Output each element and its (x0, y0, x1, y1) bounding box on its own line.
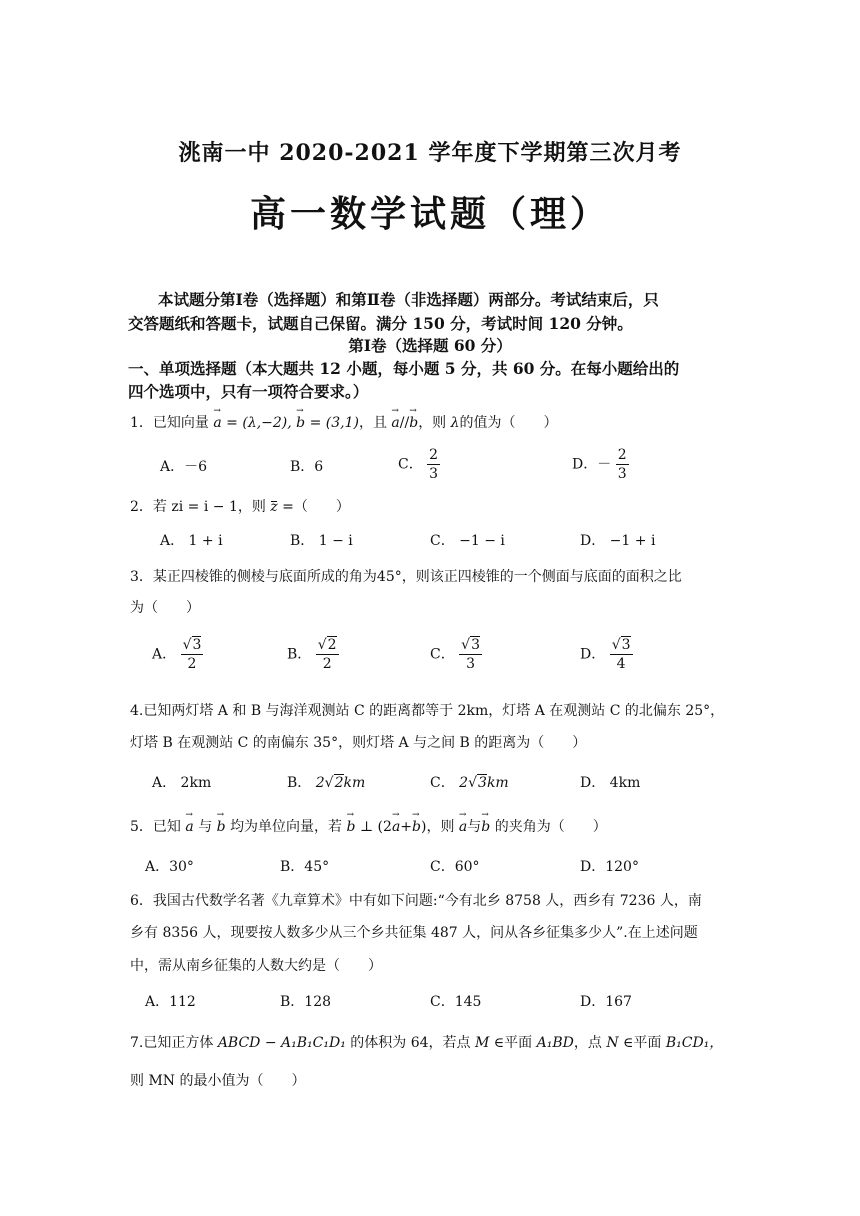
question-4-option-c[interactable]: C． 2√3km (430, 775, 509, 791)
question-3-option-c[interactable]: C． $\frac{√3}{3}$ (430, 637, 481, 672)
question-4-option-d[interactable]: D． 4km (580, 775, 641, 791)
exam-subject-title: 高一数学试题（理） (249, 193, 610, 235)
question-3-stem-line-1: 3．某正四棱锥的侧棱与底面所成的角为45°，则该正四棱锥的一个侧面与底面的面积之比 (130, 569, 682, 585)
conjugate-z: z (270, 499, 278, 515)
exam-header-title: 洮南一中 2020-2021 学年度下学期第三次月考 (178, 140, 682, 166)
question-4-stem-line-2: 灯塔 B 在观测站 C 的南偏东 35°，则灯塔 A 与之间 B 的距离为（ ） (130, 735, 587, 751)
question-4-option-a[interactable]: A． 2km (152, 775, 212, 791)
question-5-option-b[interactable]: B．45° (280, 859, 330, 875)
question-1-option-b[interactable]: B．6 (290, 459, 324, 475)
question-2-option-b[interactable]: B． 1 − i (290, 533, 353, 549)
part-one-heading: 第Ⅰ卷（选择题 60 分） (348, 336, 512, 355)
question-1-option-d[interactable]: D．－ $\frac{2}{3}$ (572, 447, 627, 482)
question-3-option-b[interactable]: B． $\frac{√2}{2}$ (287, 637, 337, 672)
question-2-option-c[interactable]: C． −1 − i (430, 533, 505, 549)
question-7-stem-line-2: 则 MN 的最小值为（ ） (130, 1073, 306, 1089)
vector-a: → a (213, 415, 221, 431)
question-6-option-b[interactable]: B．128 (280, 994, 332, 1010)
question-2-option-d[interactable]: D． −1 + i (580, 533, 656, 549)
intro-line-2: 交答题纸和答题卡，试题自己保留。满分 150 分，考试时间 120 分钟。 (128, 314, 633, 333)
vector-b: → b (296, 415, 305, 431)
question-1-stem: 1．已知向量 → a = (λ,−2), → b = (3,1)，且 → a//→ b，则 λ的值为（ ） (130, 412, 558, 432)
question-3-stem-line-2: 为（ ） (130, 600, 200, 616)
question-2-option-a[interactable]: A． 1 + i (160, 533, 223, 549)
question-5-option-c[interactable]: C．60° (430, 859, 480, 875)
question-6-stem-line-3: 中，需从南乡征集的人数大约是（ ） (130, 958, 382, 974)
question-5-option-a[interactable]: A．30° (145, 859, 194, 875)
question-2-stem: 2．若 zi = i − 1，则 z =（ ） (130, 499, 350, 515)
question-5-option-d[interactable]: D．120° (580, 859, 639, 875)
question-6-option-a[interactable]: A．112 (145, 994, 196, 1010)
section-one-line-1: 一、单项选择题（本大题共 12 小题，每小题 5 分，共 60 分。在每小题给出的 (128, 359, 680, 378)
question-6-stem-line-1: 6．我国古代数学名著《九章算术》中有如下问题:“今有北乡 8758 人，西乡有 7236 人，南 (130, 893, 702, 909)
question-4-stem-line-1: 4.已知两灯塔 A 和 B 与海洋观测站 C 的距离都等于 2km，灯塔 A 在观测站 C 的北偏东 25°， (130, 703, 725, 719)
section-one-line-2: 四个选项中，只有一项符合要求。） (128, 382, 369, 401)
intro-line-1: 本试题分第Ⅰ卷（选择题）和第Ⅱ卷（非选择题）两部分。考试结束后，只 (158, 290, 659, 309)
question-5-stem: 5．已知 → a 与 → b 均为单位向量，若 → b ⊥ (2→ a+→ b)，则 → a与→ b 的夹角为（ ） (130, 816, 607, 836)
question-6-option-d[interactable]: D．167 (580, 994, 632, 1010)
question-4-option-b[interactable]: B． 2√2km (287, 775, 366, 791)
question-1-option-c[interactable]: C． $\frac{2}{3}$ (398, 447, 439, 482)
question-6-option-c[interactable]: C．145 (430, 994, 482, 1010)
question-3-option-d[interactable]: D． $\frac{√3}{4}$ (580, 637, 631, 672)
question-3-option-a[interactable]: A． $\frac{√3}{2}$ (152, 637, 202, 672)
question-7-stem-line-1: 7.已知正方体 ABCD − A₁B₁C₁D₁ 的体积为 64，若点 M ∈平面 A₁BD，点 N ∈平面 B₁CD₁， (130, 1035, 724, 1051)
question-6-stem-line-2: 乡有 8356 人，现要按人数多少从三个乡共征集 487 人，问从各乡征集多少人”.在上述问题 (130, 925, 698, 941)
question-1-option-a[interactable]: A．－6 (160, 459, 208, 475)
